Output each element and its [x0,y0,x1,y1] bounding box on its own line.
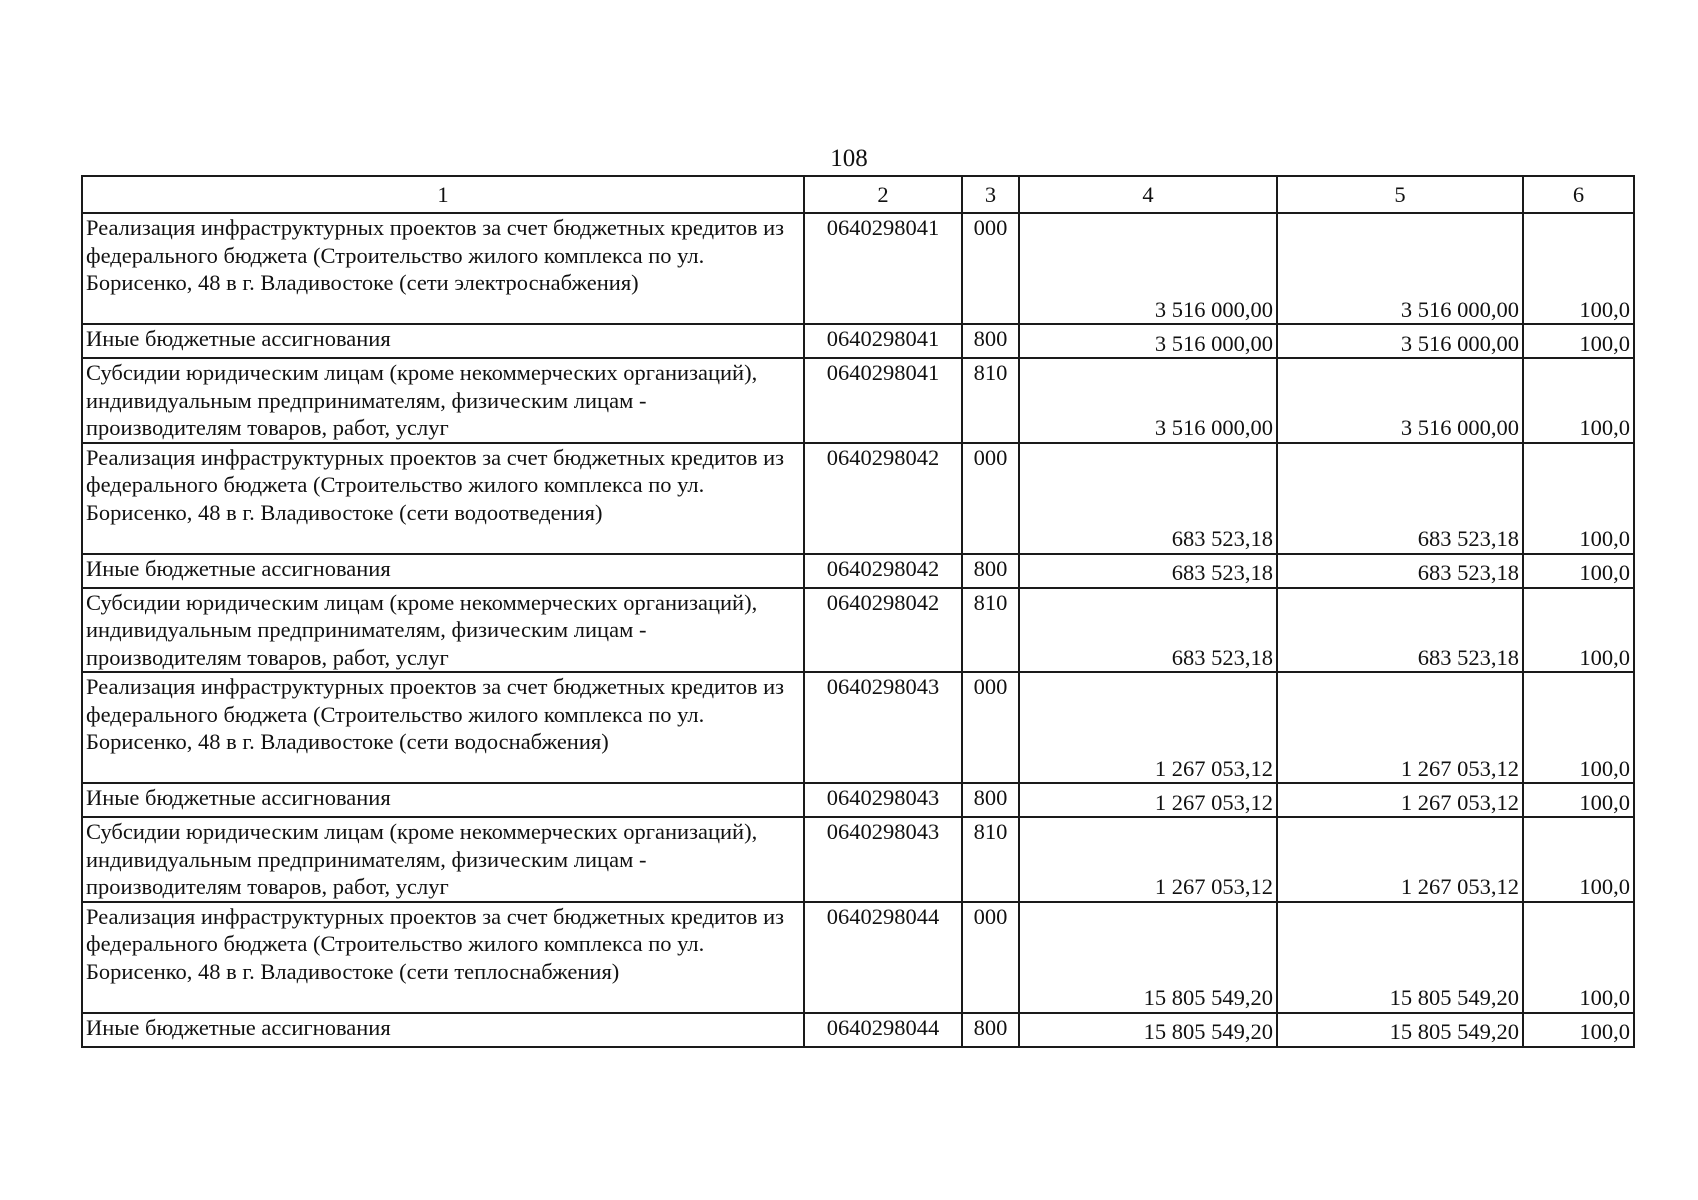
row-fact: 3 516 000,00 [1277,358,1523,443]
row-type: 800 [962,554,1019,588]
row-type: 800 [962,783,1019,817]
row-plan: 1 267 053,12 [1019,817,1277,902]
table-row [82,213,1634,324]
row-type: 810 [962,588,1019,673]
row-name: Субсидии юридическим лицам (кроме некоммерческих организаций), индивидуальным предпринимателям, физическим лицам - производителям товаров, работ, услуг [82,358,804,443]
row-code: 0640298041 [804,213,962,324]
header-col-4: 4 [1019,176,1277,213]
table-body [82,213,1634,1047]
row-fact: 683 523,18 [1277,554,1523,588]
row-plan: 15 805 549,20 [1019,902,1277,1013]
row-plan: 3 516 000,00 [1019,324,1277,358]
header-col-2: 2 [804,176,962,213]
row-fact: 15 805 549,20 [1277,1013,1523,1047]
row-type: 800 [962,1013,1019,1047]
row-plan: 683 523,18 [1019,588,1277,673]
row-name: Иные бюджетные ассигнования [82,554,804,588]
row-percent: 100,0 [1523,1013,1634,1047]
row-type: 000 [962,213,1019,324]
table-row [82,588,1634,673]
row-plan: 683 523,18 [1019,554,1277,588]
table-row [82,902,1634,1013]
row-plan: 3 516 000,00 [1019,358,1277,443]
page-number: 108 [830,145,868,172]
row-code: 0640298042 [804,554,962,588]
row-plan: 683 523,18 [1019,443,1277,554]
row-percent: 100,0 [1523,672,1634,783]
table-row [82,672,1634,783]
row-name: Иные бюджетные ассигнования [82,1013,804,1047]
row-plan: 1 267 053,12 [1019,783,1277,817]
header-col-6: 6 [1523,176,1634,213]
row-code: 0640298043 [804,672,962,783]
row-percent: 100,0 [1523,554,1634,588]
header-row [82,176,1634,213]
row-percent: 100,0 [1523,588,1634,673]
row-fact: 3 516 000,00 [1277,324,1523,358]
table-row [82,443,1634,554]
row-name: Реализация инфраструктурных проектов за счет бюджетных кредитов из федерального бюджета (Строительство жилого комплекса по ул. Борисенко, 48 в г. Владивостоке (сети водоснабжения) [82,672,804,783]
row-fact: 683 523,18 [1277,443,1523,554]
row-percent: 100,0 [1523,324,1634,358]
row-code: 0640298044 [804,902,962,1013]
row-type: 810 [962,358,1019,443]
row-percent: 100,0 [1523,783,1634,817]
row-code: 0640298042 [804,588,962,673]
row-type: 810 [962,817,1019,902]
row-fact: 15 805 549,20 [1277,902,1523,1013]
row-type: 800 [962,324,1019,358]
row-type: 000 [962,443,1019,554]
row-percent: 100,0 [1523,358,1634,443]
row-name: Субсидии юридическим лицам (кроме некоммерческих организаций), индивидуальным предпринимателям, физическим лицам - производителям товаров, работ, услуг [82,817,804,902]
row-fact: 1 267 053,12 [1277,783,1523,817]
row-code: 0640298042 [804,443,962,554]
table-header [82,176,1634,213]
row-name: Субсидии юридическим лицам (кроме некоммерческих организаций), индивидуальным предпринимателям, физическим лицам - производителям товаров, работ, услуг [82,588,804,673]
row-percent: 100,0 [1523,213,1634,324]
header-col-3: 3 [962,176,1019,213]
row-percent: 100,0 [1523,902,1634,1013]
table-row [82,358,1634,443]
row-percent: 100,0 [1523,817,1634,902]
table-row [82,783,1634,817]
row-name: Реализация инфраструктурных проектов за счет бюджетных кредитов из федерального бюджета (Строительство жилого комплекса по ул. Борисенко, 48 в г. Владивостоке (сети теплоснабжения) [82,902,804,1013]
header-col-5: 5 [1277,176,1523,213]
row-fact: 1 267 053,12 [1277,817,1523,902]
row-fact: 1 267 053,12 [1277,672,1523,783]
row-plan: 15 805 549,20 [1019,1013,1277,1047]
row-plan: 1 267 053,12 [1019,672,1277,783]
table-row [82,554,1634,588]
row-code: 0640298041 [804,324,962,358]
row-fact: 3 516 000,00 [1277,213,1523,324]
row-code: 0640298044 [804,1013,962,1047]
table-row [82,1013,1634,1047]
row-code: 0640298043 [804,783,962,817]
table-row [82,817,1634,902]
table-row [82,324,1634,358]
row-type: 000 [962,672,1019,783]
header-col-1: 1 [82,176,804,213]
row-plan: 3 516 000,00 [1019,213,1277,324]
row-code: 0640298043 [804,817,962,902]
row-name: Реализация инфраструктурных проектов за счет бюджетных кредитов из федерального бюджета (Строительство жилого комплекса по ул. Борисенко, 48 в г. Владивостоке (сети электроснабжения) [82,213,804,324]
row-fact: 683 523,18 [1277,588,1523,673]
row-name: Реализация инфраструктурных проектов за счет бюджетных кредитов из федерального бюджета (Строительство жилого комплекса по ул. Борисенко, 48 в г. Владивостоке (сети водоотведения) [82,443,804,554]
row-type: 000 [962,902,1019,1013]
budget-table [81,175,1635,1048]
row-name: Иные бюджетные ассигнования [82,324,804,358]
row-percent: 100,0 [1523,443,1634,554]
row-code: 0640298041 [804,358,962,443]
row-name: Иные бюджетные ассигнования [82,783,804,817]
